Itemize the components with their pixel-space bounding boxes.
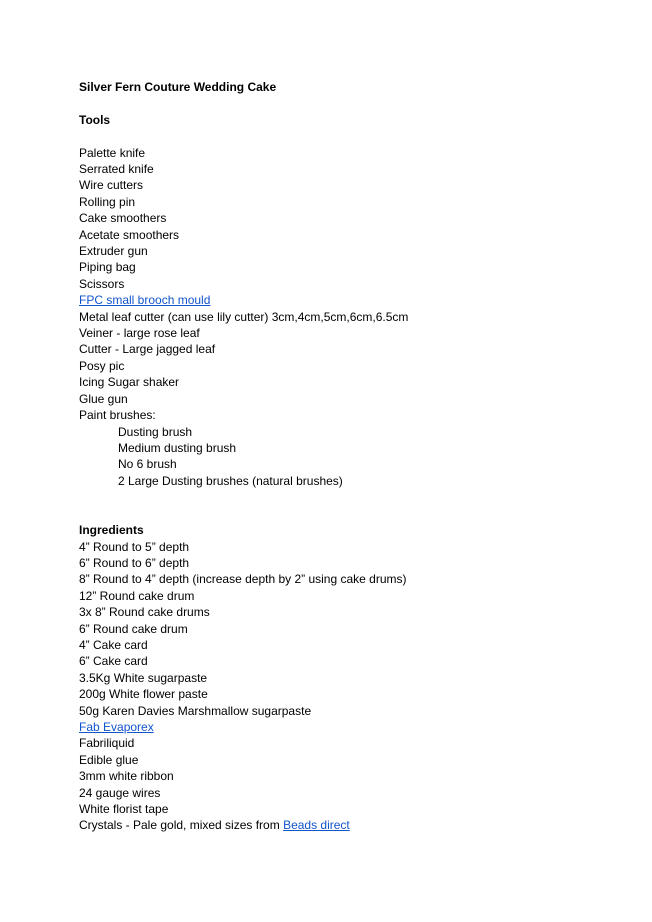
list-item-paint-brushes: Paint brushes: — [79, 408, 156, 423]
list-item-scissors: Scissors — [79, 276, 125, 291]
list-item-serrated-knife: Serrated knife — [79, 162, 154, 176]
list-item-medium-dusting-brush: Medium dusting brush — [118, 440, 237, 455]
list-item-3-5kg-white-sugarpaste: 3.5Kg White sugarpaste — [79, 670, 208, 685]
list-item-no-6-brush: No 6 brush — [118, 457, 177, 472]
list-item-4-cake-card: 4” Cake card — [79, 637, 148, 652]
list-item-200g-white-flower-paste: 200g White flower paste — [79, 687, 208, 702]
list-item-palette-knife: Palette knife — [79, 145, 146, 160]
list-item-dusting-brush: Dusting brush — [118, 424, 193, 439]
list-item-3mm-white-ribbon: 3mm white ribbon — [79, 769, 174, 784]
tools-heading: Tools — [79, 112, 111, 127]
list-item-3x-8-round-cake-drums: 3x 8” Round cake drums — [79, 605, 210, 620]
list-item-wire-cutters: Wire cutters — [79, 178, 144, 193]
ingredients-list-tail — [79, 817, 619, 833]
ingredients-heading: Ingredients — [79, 523, 144, 538]
list-item-icing-sugar-shaker: Icing Sugar shaker — [79, 375, 180, 390]
list-item-piping-bag: Piping bag — [79, 260, 136, 275]
document-page — [79, 79, 619, 834]
list-item-6-round-to-6-depth: 6” Round to 6” depth — [79, 555, 190, 570]
spacer — [79, 128, 619, 144]
list-item-50g-karen-davies-marshmallow-sugarpaste: 50g Karen Davies Marshmallow sugarpaste — [79, 703, 312, 718]
list-item-12-round-cake-drum: 12” Round cake drum — [79, 588, 195, 603]
list-item-fab-evaporex — [79, 719, 619, 735]
list-item-cutter-large-jagged-leaf: Cutter - Large jagged leaf — [79, 342, 216, 357]
list-item-posy-pic: Posy pic — [79, 358, 125, 373]
fab-evaporex-link[interactable]: Fab Evaporex — [79, 720, 154, 734]
list-item-white-florist-tape: White florist tape — [79, 802, 169, 817]
spacer — [79, 95, 619, 111]
list-item-24-gauge-wires: 24 gauge wires — [79, 785, 161, 800]
fpc-small-brooch-mould-link[interactable]: FPC small brooch mould — [79, 293, 211, 308]
list-item-4-round-to-5-depth: 4” Round to 5” depth — [79, 539, 190, 554]
list-item-veiner-large-rose-leaf: Veiner - large rose leaf — [79, 326, 200, 341]
list-item-6-round-cake-drum: 6” Round cake drum — [79, 621, 188, 636]
list-item-8-round-to-4-depth-increase-depth-by-2-u: 8” Round to 4” depth (increase depth by 2” using cake drums) — [79, 572, 407, 587]
document-title: Silver Fern Couture Wedding Cake — [79, 80, 277, 94]
list-item-rolling-pin: Rolling pin — [79, 194, 136, 209]
list-item-extruder-gun: Extruder gun — [79, 244, 148, 259]
crystals-text: Crystals - Pale gold, mixed sizes from — [79, 818, 284, 833]
list-item-acetate-smoothers: Acetate smoothers — [79, 227, 180, 242]
list-item-crystals — [79, 817, 619, 833]
list-item-metal-leaf-cutter-can-use-lily-cutter-3c: Metal leaf cutter (can use lily cutter) 3cm,4cm,5cm,6cm,6.5cm — [79, 309, 409, 324]
beads-direct-link[interactable]: Beads direct — [283, 818, 350, 833]
list-item-2-large-dusting-brushes-natural-brushes: 2 Large Dusting brushes (natural brushes) — [118, 473, 343, 488]
list-item-fpc-small-brooch-mould — [79, 292, 619, 308]
tools-list — [79, 145, 619, 424]
list-item-glue-gun: Glue gun — [79, 391, 128, 406]
list-item-6-cake-card: 6” Cake card — [79, 654, 148, 669]
paint-brushes-list — [79, 424, 619, 490]
list-item-edible-glue: Edible glue — [79, 752, 139, 767]
list-item-fabriliquid: Fabriliquid — [79, 736, 135, 751]
list-item-cake-smoothers: Cake smoothers — [79, 211, 167, 226]
ingredients-list — [79, 539, 619, 818]
spacer — [79, 489, 619, 522]
